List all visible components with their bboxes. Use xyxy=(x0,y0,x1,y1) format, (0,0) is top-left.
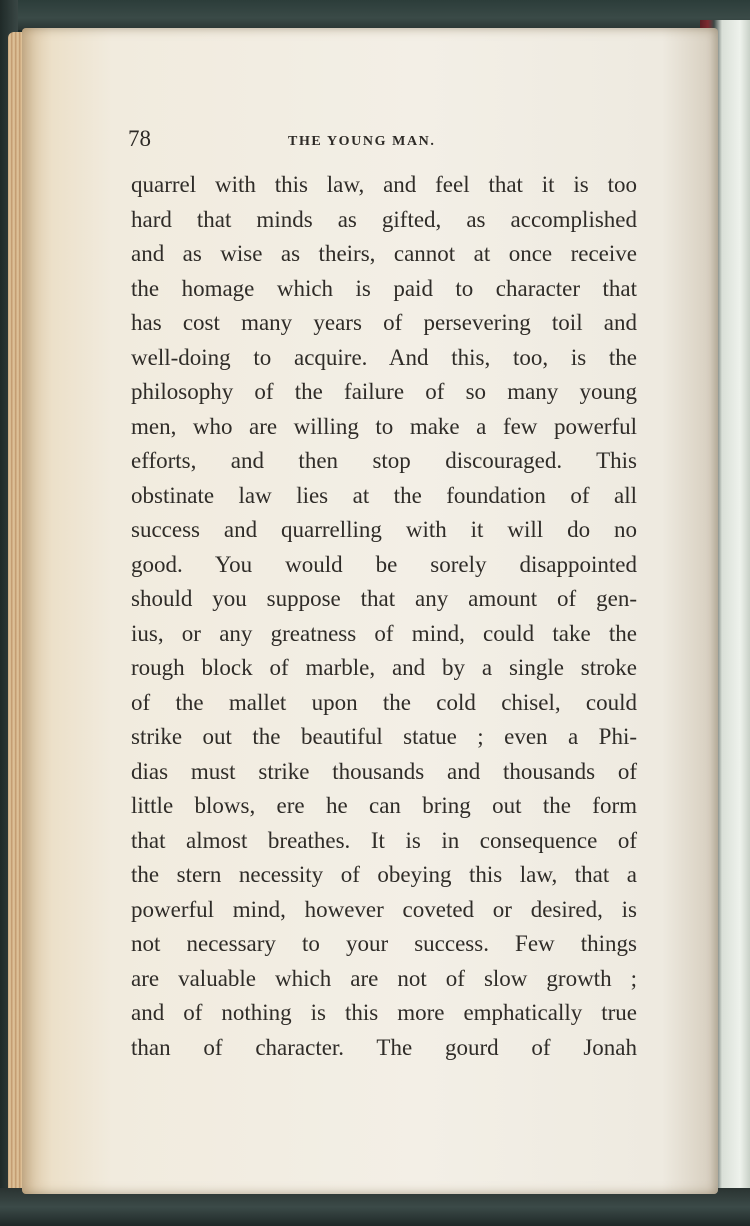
text-line: that almost breathes. It is in consequence of xyxy=(131,827,637,853)
text-line: little blows, ere he can bring out the form xyxy=(131,793,637,818)
text-line: dias must strike thousands and thousands of xyxy=(131,758,637,784)
page-header xyxy=(128,126,640,156)
text-line: the homage which is paid to character that xyxy=(131,275,637,301)
text-line: has cost many years of persevering toil and xyxy=(131,310,637,335)
text-line: efforts, and then stop discouraged. This xyxy=(131,448,637,473)
text-line: quarrel with this law, and feel that it is too xyxy=(131,172,637,197)
page-number: 78 xyxy=(128,126,151,151)
text-line: and of nothing is this more emphatically true xyxy=(131,1000,637,1025)
text-line: not necessary to your success. Few things xyxy=(131,931,637,956)
text-line: good. You would be sorely disappointed xyxy=(131,551,637,577)
text-line: powerful mind, however coveted or desired, is xyxy=(131,896,637,922)
text-line: strike out the beautiful statue ; even a Phi- xyxy=(131,724,637,749)
text-line: success and quarrelling with it will do no xyxy=(131,517,637,542)
text-line: rough block of marble, and by a single stroke xyxy=(131,655,637,680)
text-line: ius, or any greatness of mind, could take the xyxy=(131,620,637,646)
text-line: of the mallet upon the cold chisel, could xyxy=(131,689,637,715)
text-line: well-doing to acquire. And this, too, is the xyxy=(131,344,637,370)
text-line: hard that minds as gifted, as accomplished xyxy=(131,206,637,232)
text-line: are valuable which are not of slow growth ; xyxy=(131,965,637,991)
book-cover-top xyxy=(0,0,750,30)
text-line: and as wise as theirs, cannot at once receive xyxy=(131,241,637,266)
text-line: obstinate law lies at the foundation of all xyxy=(131,482,637,508)
text-line: the stern necessity of obeying this law, that a xyxy=(131,862,637,887)
body-text xyxy=(131,168,637,1065)
text-line: than of character. The gourd of Jonah xyxy=(131,1034,637,1060)
text-line: philosophy of the failure of so many young xyxy=(131,379,637,404)
running-head: THE YOUNG MAN. xyxy=(288,134,436,149)
text-line: men, who are willing to make a few powerful xyxy=(131,413,637,439)
text-line: should you suppose that any amount of gen- xyxy=(131,586,637,611)
